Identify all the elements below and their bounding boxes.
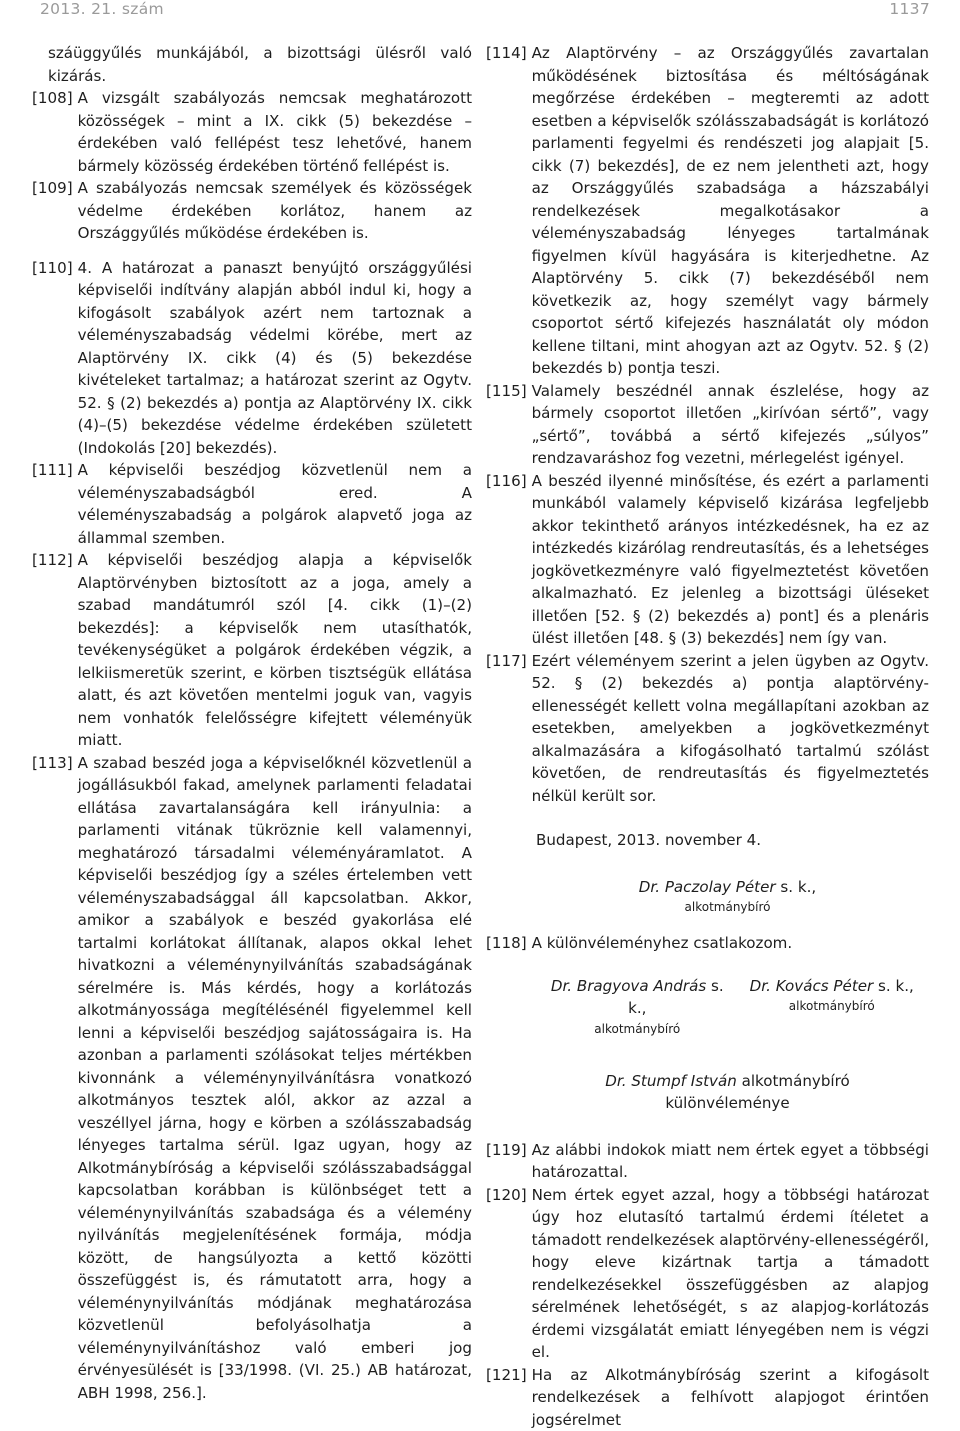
paragraph-number: [115] bbox=[486, 380, 532, 470]
paragraph-115 bbox=[486, 380, 929, 470]
signer-role: alkotmánybíró bbox=[526, 898, 929, 916]
paragraph-text: Ezért véleményem szerint a jelen ügyben az Ogytv. 52. § (2) bekezdés a) pontja alaptörvény-ellenességét kellett volna megállapítani azokban az esetekben, amelyekben a jogkövetkezményt alkalmazására a kifogásolható tartalmú szólást követően, de rendreutasítás és figyelmeztetés nélkül került sor. bbox=[532, 650, 929, 808]
paragraph-number: [120] bbox=[486, 1184, 532, 1364]
paragraph-120 bbox=[486, 1184, 929, 1364]
right-column bbox=[486, 42, 929, 1431]
paragraph-121 bbox=[486, 1364, 929, 1431]
paragraph-number: [121] bbox=[486, 1364, 532, 1431]
paragraph-116 bbox=[486, 470, 929, 650]
dissent-heading bbox=[486, 1070, 929, 1115]
left-column bbox=[32, 42, 472, 1404]
signer-role: alkotmánybíró bbox=[735, 997, 930, 1015]
paragraph-text: A képviselői beszédjog alapja a képviselők Alaptörvényben biztosított az a joga, amely a szabad mandátumról szól [4. cikk (1)–(2) bekezdés]: a képviselők nem utasíthatók, tevékenységüket a polgárok érdekében végzik, a lelkiismeretük szerint, e körben tisztségük ellátása alatt, és azt követően mentelmi joguk van, vagyis nem vonhatók felelősségre kifejtett véleményük miatt. bbox=[78, 549, 472, 752]
paragraph-text: A beszéd ilyenné minősítése, és ezért a parlamenti munkából valamely képviselő kizárása legfeljebb akkor tekinthető arányos intézkedésnek, ha ez az intézkedés kizárólag rendreutasítás, és a lehetséges jogkövetkezményre való figyelmeztetést követően alkalmazható. Ez jelenleg a bizottsági üléseket illetően [52. § (2) bekezdés a) pont] és a plenáris ülést illetően [48. § (3) bekezdés] nem így van. bbox=[532, 470, 929, 650]
paragraph-118 bbox=[486, 932, 929, 955]
signer-suffix: s. k., bbox=[628, 977, 724, 1018]
signer-name: Dr. Paczolay Péter bbox=[639, 878, 776, 896]
signer-name: Dr. Kovács Péter bbox=[750, 977, 874, 995]
paragraph-108 bbox=[32, 87, 472, 177]
signature-left bbox=[540, 975, 735, 1038]
paragraph-number: [116] bbox=[486, 470, 532, 650]
paragraph-text: 4. A határozat a panaszt benyújtó országgyűlési képviselői indítvány alapján abból indul ki, hogy a kifogásolt szabályok azért nem tartoznak a véleményszabadság védelmi körébe, mert az Alaptörvény IX. cikk (4) és (5) bekezdése kivételeket tartalmaz; a határozat szerint az Ogytv. 52. § (2) bekezdés a) pontja az Alaptörvény IX. cikk (4)–(5) bekezdése védelme érdekében született (Indokolás [20] bekezdés). bbox=[78, 257, 472, 460]
paragraph-number: [113] bbox=[32, 752, 78, 1405]
paragraph-111 bbox=[32, 459, 472, 549]
page-number: 1137 bbox=[889, 0, 930, 18]
paragraph-number: [119] bbox=[486, 1139, 532, 1184]
paragraph-text: Ha az Alkotmánybíróság szerint a kifogásolt rendelkezések a felhívott alapjogot érintően jogsérelmet bbox=[532, 1364, 929, 1431]
place-date: Budapest, 2013. november 4. bbox=[486, 829, 929, 852]
signature-right bbox=[735, 975, 930, 1038]
signer-suffix: s. k., bbox=[873, 977, 914, 995]
paragraph-number: [118] bbox=[486, 932, 532, 955]
continued-text: száüggyűlés munkájából, a bizottsági ülésről való kizárás. bbox=[32, 42, 472, 87]
signer-name: Dr. Bragyova András bbox=[551, 977, 706, 995]
paragraph-number: [112] bbox=[32, 549, 78, 752]
paragraph-text: A képviselői beszédjog közvetlenül nem a véleményszabadságból ered. A véleményszabadság a polgárok alapvető joga az állammal szemben. bbox=[78, 459, 472, 549]
paragraph-109 bbox=[32, 177, 472, 245]
paragraph-112 bbox=[32, 549, 472, 752]
paragraph-text: Az Alaptörvény – az Országgyűlés zavartalan működésének biztosítása és méltóságának megőrzése érdekében – megteremti az adott esetben a képviselők szólásszabadságát is korlátozó parlamenti fegyelmi és rendészeti jog alapjait [5. cikk (7) bekezdés], de ez nem jelentheti azt, hogy az Országgyűlés szabadsága a házszabályi rendelkezések megalkotásakor a véleményszabadság lényeges tartalmának figyelmen kívül hagyására is kiterjedhetne. Az Alaptörvény 5. cikk (7) bekezdéséből nem következik az, hogy személyt vagy bármely csoportot sértő kifejezés használatát oly módon kellene tiltani, mint ahogyan azt az Ogytv. 52. § (2) bekezdés b) pontja teszi. bbox=[532, 42, 929, 380]
paragraph-number: [108] bbox=[32, 87, 78, 177]
paragraph-text: A különvéleményhez csatlakozom. bbox=[532, 932, 929, 955]
paragraph-113 bbox=[32, 752, 472, 1405]
paragraph-110 bbox=[32, 257, 472, 460]
dissent-author: Dr. Stumpf István bbox=[605, 1072, 736, 1090]
paragraph-number: [117] bbox=[486, 650, 532, 808]
paragraph-text: Valamely beszédnél annak észlelése, hogy az bármely csoportot illetően „kirívóan sértő”, vagy „sértő”, továbbá a sértő kifejezés „súlyos” rendzavaráshoz fog vezetni, mérlegelést igényel. bbox=[532, 380, 929, 470]
paragraph-number: [114] bbox=[486, 42, 532, 380]
dissent-author-role: alkotmánybíró bbox=[737, 1072, 850, 1090]
paragraph-number: [109] bbox=[32, 177, 78, 245]
paragraph-117 bbox=[486, 650, 929, 808]
issue-header: 2013. 21. szám bbox=[40, 0, 164, 18]
paragraph-text: A szabad beszéd joga a képviselőknél közvetlenül a jogállásukból fakad, amelynek parlamenti feladatai ellátása zavartalanságára kell irányulnia: a parlamenti vitának tükröznie kell valamennyi, meghatározó társadalmi véleményáramlatot. A képviselői beszédjog így a széles értelemben vett véleményszabadsággal áll kapcsolatban. Akkor, amikor a szabályok e beszéd gyakorlása elé tartalmi korlátokat állítanak, alapos okkal lehet hivatkozni a véleménynyilvánítás szabadságának sérelmére is. Más kérdés, hogy a korlátozás alkotmányossága megítélésénél figyelemmel kell lenni a képviselői beszédjog sajátosságaira is. Ha azonban a parlamenti szólásokat teljes mértékben kivonnánk a véleménynyilvánításra vonatkozó alkotmányos tesztek alól, akkor az azzal a veszéllyel járna, hogy e körben a szólásszabadság lényeges tartalma sérül. Igaz ugyan, hogy az Alkotmánybíróság a képviselői szólásszabadsággal kapcsolatban korábban is különbséget tett a véleménynyilvánítás szabadsága és a vélemény nyilvánítás megjelenítésének formája, módja között, de hangsúlyozta a kettő közötti összefüggést is, és rámutatott arra, hogy a véleménynyilvánítás módjának meghatározása közvetlenül befolyásolhatja a véleménynyilvánításhoz való emberi jog érvényesülését is [33/1998. (VI. 25.) AB határozat, ABH 1998, 256.]. bbox=[78, 752, 472, 1405]
joining-signatures bbox=[486, 975, 929, 1038]
paragraph-text: A vizsgált szabályozás nemcsak meghatározott közösségek – mint a IX. cikk (5) bekezdése – érdekében való fellépést tesz lehetővé, hanem bármely közösség érdekében történő fellépést is. bbox=[78, 87, 472, 177]
paragraph-text: A szabályozás nemcsak személyek és közösségek védelme érdekében korlátoz, hanem az Országgyűlés működése érdekében is. bbox=[78, 177, 472, 245]
paragraph-text: Az alábbi indokok miatt nem értek egyet a többségi határozattal. bbox=[532, 1139, 929, 1184]
paragraph-114 bbox=[486, 42, 929, 380]
signer-role: alkotmánybíró bbox=[540, 1020, 735, 1038]
paragraph-119 bbox=[486, 1139, 929, 1184]
signature-main bbox=[486, 876, 929, 917]
paragraph-number: [111] bbox=[32, 459, 78, 549]
paragraph-number: [110] bbox=[32, 257, 78, 460]
paragraph-text: Nem értek egyet azzal, hogy a többségi határozat úgy hoz elutasító tartalmú érdemi ítéletet a támadott rendelkezések alaptörvény-ellenességéről, hogy eleve kizártnak tartja a támadott rendelkezésekkel összefüggésben az alapjog sérelmének lehetőségét, s az alapjog-korlátozás érdemi vizsgálatát emiatt lényegében nem is végzi el. bbox=[532, 1184, 929, 1364]
dissent-title: különvéleménye bbox=[526, 1092, 929, 1115]
signer-suffix: s. k., bbox=[776, 878, 817, 896]
